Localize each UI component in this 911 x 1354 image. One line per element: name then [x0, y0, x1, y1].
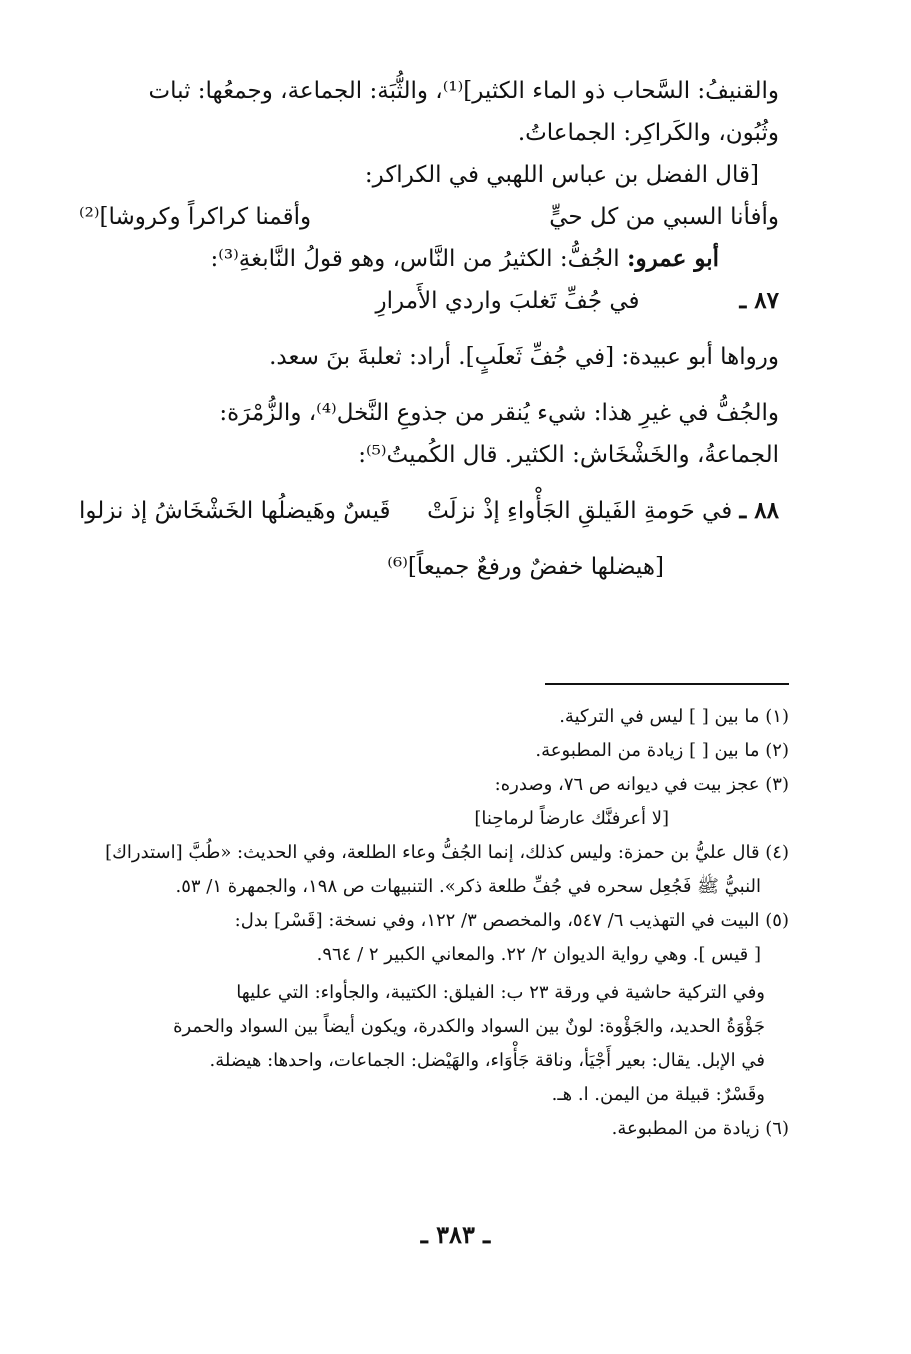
verse-text: في جُفِّ تَغلبَ واردي الأَمرارِ	[375, 288, 640, 314]
footnote-continuation: النبيُّ ﷺ فَجُعِل سحره في جُفِّ طلعة ذكر». التنبيهات ص ١٩٨، والجمهرة ١/ ٥٣.	[175, 876, 761, 897]
verse-hemistich-second: قَيسٌ وهَيضلُها الخَشْخَاشُ إذ نزلوا	[79, 498, 391, 524]
verse-87	[79, 280, 779, 322]
footnote: (٢) ما بين [ ] زيادة من المطبوعة.	[535, 740, 789, 761]
text-line: ورواها أبو عبيدة: [في جُفِّ ثَعلَبٍ]. أراد: ثعلبةَ بنَ سعد.	[269, 344, 779, 370]
verse-hemistich-second: وأقمنا كراكراً وكروشا]⁽²⁾	[79, 204, 312, 230]
comment-line: وقَسْرٌ: قبيلة من اليمن. ا. هـ.	[551, 1084, 765, 1105]
verse-88	[79, 490, 779, 532]
footnote: (٣) عجز بيت في ديوانه ص ٧٦، وصدره:	[494, 774, 789, 795]
verse-hemistich-first: وأفأنا السبي من كل حيٍّ	[549, 204, 779, 230]
comment-line: جَؤْوَةُ الحديد، والجَؤْوة: لونٌ بين السواد والكدرة، ويكون أيضاً بين السواد والحمرة	[173, 1016, 765, 1037]
main-text	[79, 70, 779, 588]
text-line	[79, 238, 779, 280]
text-line: [هيضلها خفضٌ ورفعٌ جميعاً]⁽⁶⁾	[387, 554, 664, 580]
comment-line: في الإبل. يقال: بعير أَجْيَأ، وناقة جَأْوَاء، والهَيْضل: الجماعات، واحدها: هيضلة.	[209, 1050, 765, 1071]
verse-number: ٨٨ ـ	[739, 497, 779, 524]
footnotes	[19, 700, 789, 1146]
verse-unnumbered	[79, 196, 779, 238]
verse-first-part	[427, 490, 779, 532]
footnote: (٥) البيت في التهذيب ٦/ ٥٤٧، والمخصص ٣/ ١٢٢، وفي نسخة: [قَسْر] بدل:	[234, 910, 789, 931]
text-run: الجُفُّ: الكثيرُ من النَّاس، وهو قولُ النَّابغةِ⁽³⁾:	[210, 246, 620, 272]
text-line: والقنيفُ: السَّحاب ذو الماء الكثير]⁽¹⁾، والثُّبَة: الجماعة، وجمعُها: ثبات	[148, 78, 779, 104]
verse-hemistich-first: في حَومةِ الفَيلقِ الجَأْواءِ إذْ نزلَتْ	[427, 498, 733, 524]
text-line: [قال الفضل بن عباس اللهبي في الكراكر:	[364, 162, 759, 188]
footnote-continuation: [ قيس ]. وهي رواية الديوان ٢/ ٢٢. والمعاني الكبير ٢ / ٩٦٤.	[316, 944, 761, 965]
footnote: (١) ما بين [ ] ليس في التركية.	[559, 706, 789, 727]
verse-number: ٨٧ ـ	[739, 287, 779, 314]
speaker-name: أبو عمرو:	[627, 245, 719, 272]
footnote: (٦) زيادة من المطبوعة.	[611, 1118, 789, 1139]
marginal-comment	[19, 976, 789, 1112]
text-line: الجماعةُ، والخَشْخَاش: الكثير. قال الكُميتُ⁽⁵⁾:	[358, 442, 779, 468]
footnote: (٤) قال عليُّ بن حمزة: وليس كذلك، إنما الجُفُّ وعاء الطلعة، وفي الحديث: «طُبَّ [استدراك]	[105, 842, 789, 863]
footnote-verse: [لا أعرفنَّك عارضاً لرماحِنا]	[474, 808, 669, 829]
page-number: ـ ٣٨٣ ـ	[420, 1220, 491, 1249]
comment-line: وفي التركية حاشية في ورقة ٢٣ ب: الفيلق: الكتيبة، والجأواء: التي عليها	[236, 982, 765, 1003]
text-line: وثُبُون، والكَراكِر: الجماعاتُ.	[517, 120, 779, 146]
text-line: والجُفُّ في غيرِ هذا: شيء يُنقر من جذوعِ النَّخل⁽⁴⁾، والزُّمْرَة:	[219, 400, 779, 426]
footnote-divider	[545, 683, 789, 685]
